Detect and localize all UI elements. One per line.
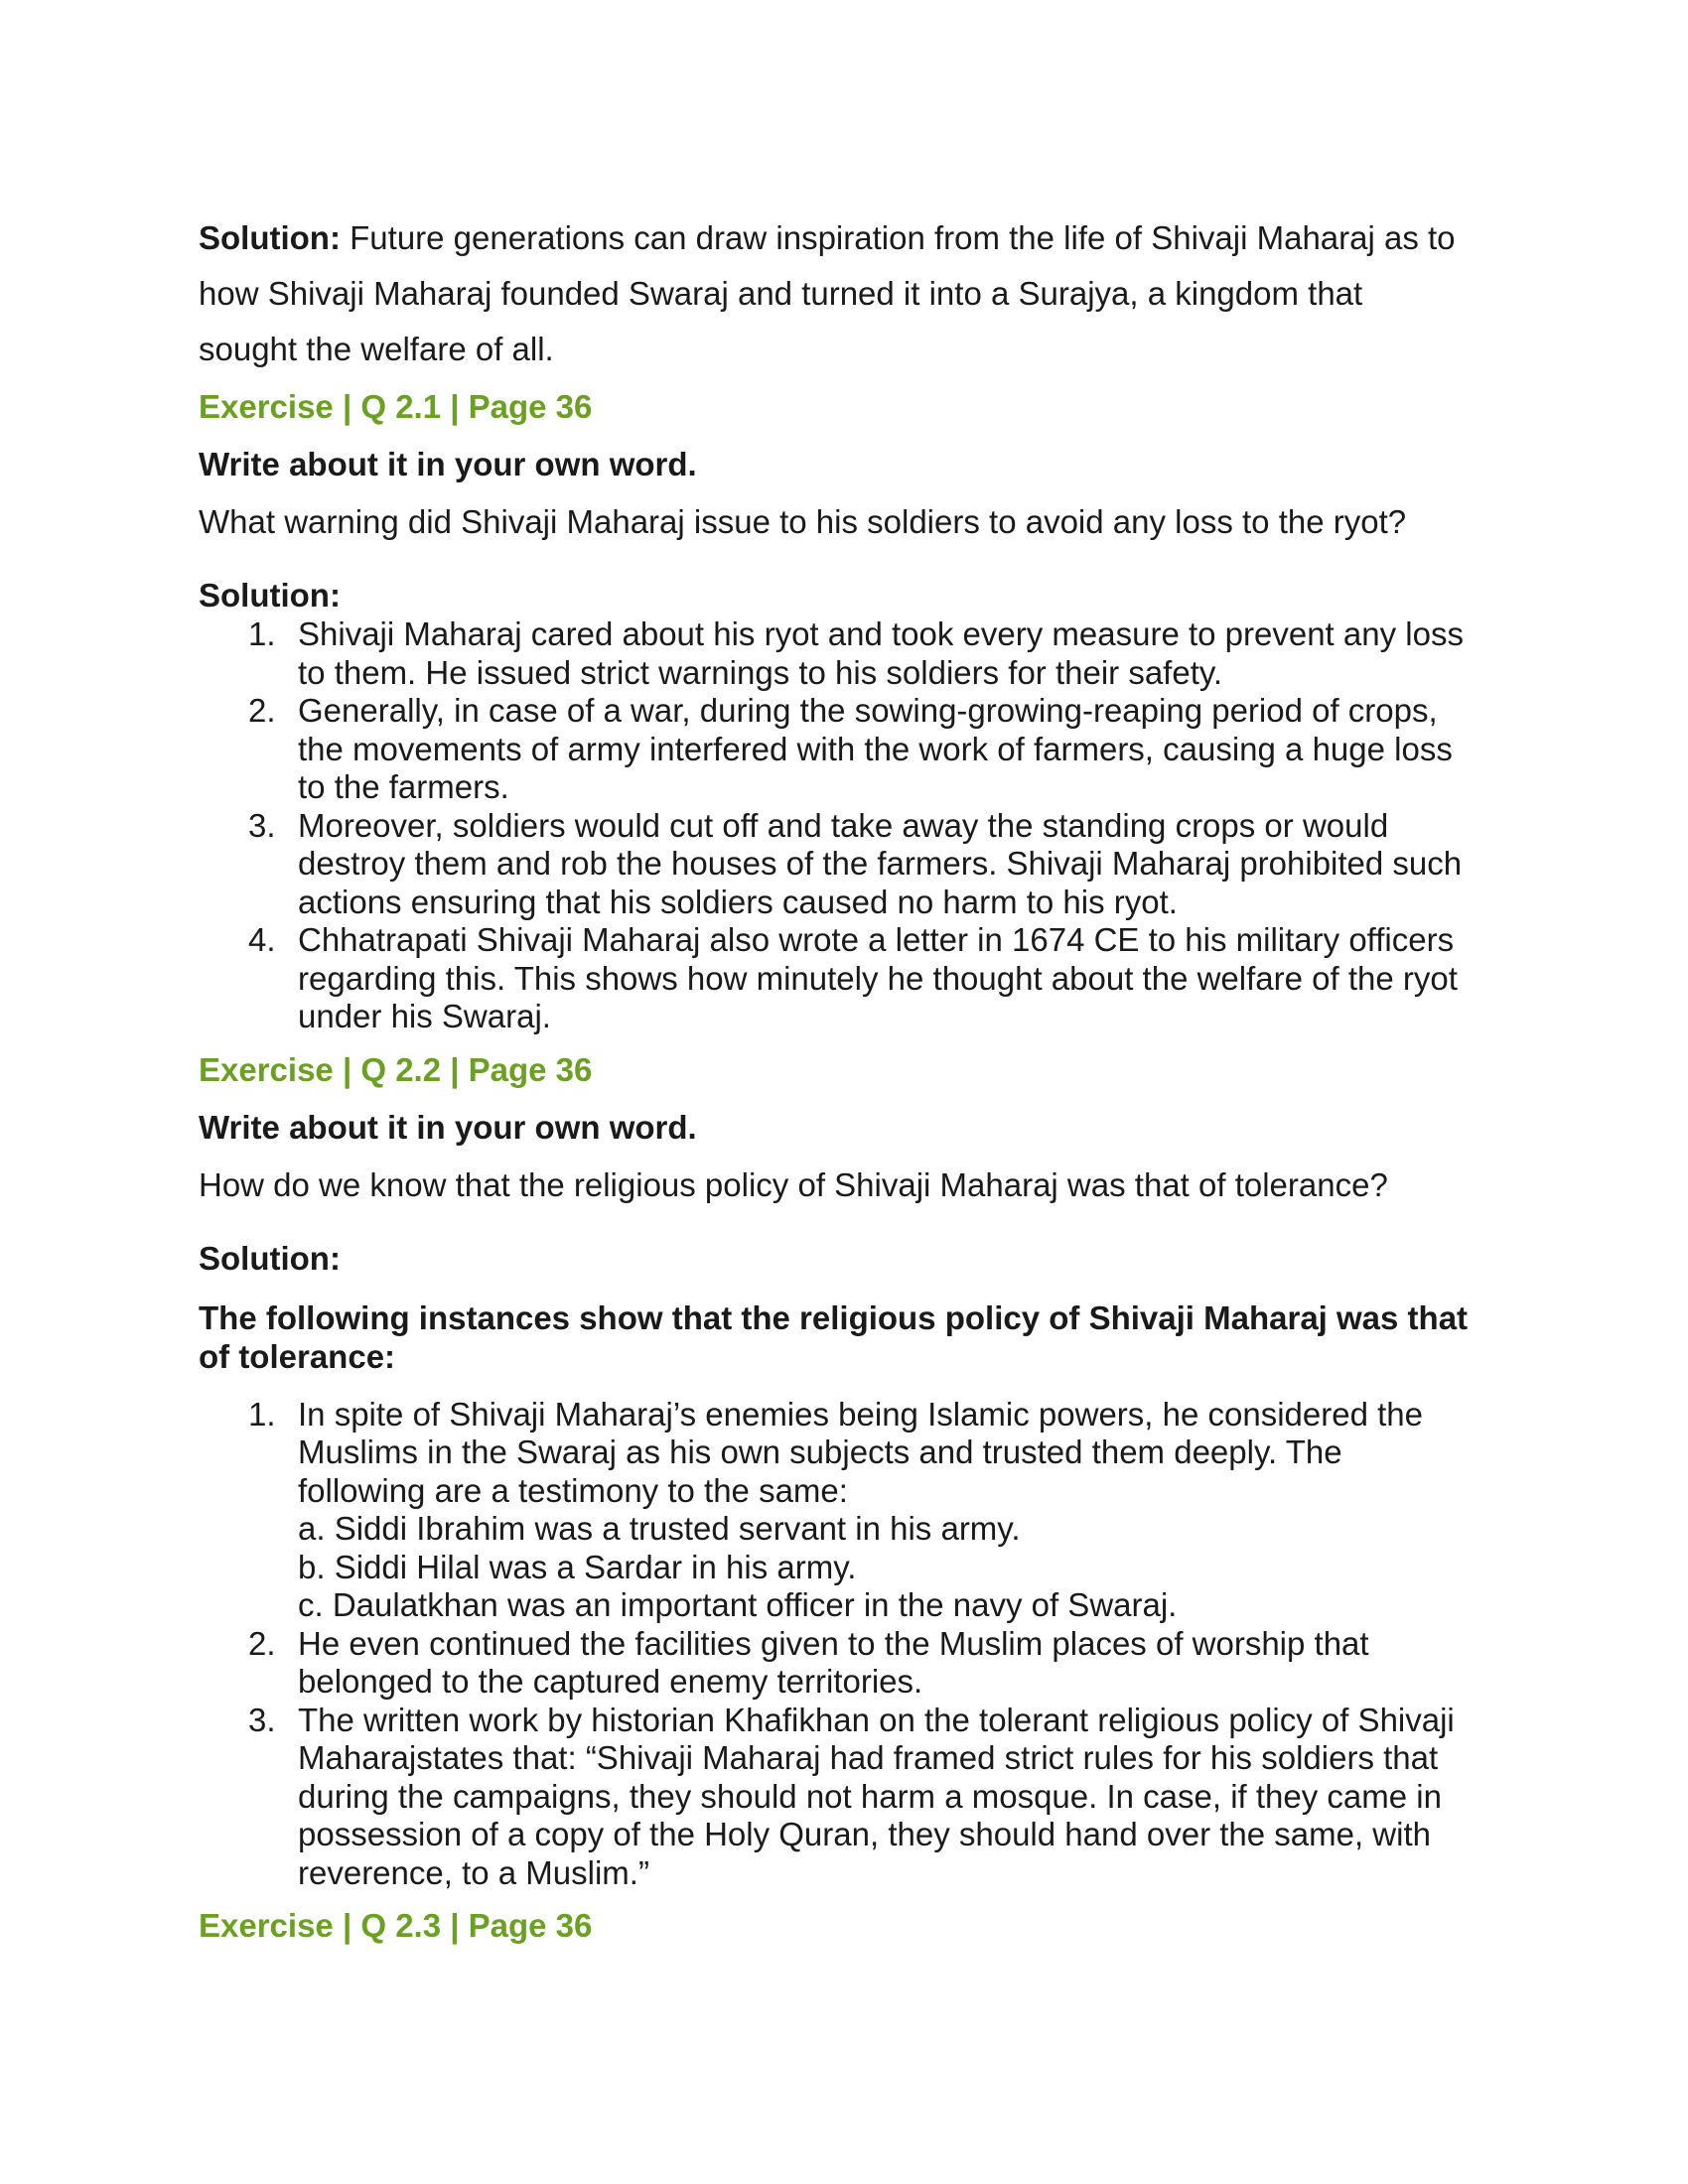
prompt-2-2: Write about it in your own word. — [199, 1108, 697, 1146]
solution-text: Future generations can draw inspiration from the life of Shivaji Maharaj as to how Shivaji Maharaj founded Swaraj and turned it into a Surajya, a kingdom that sought the welfare of all. — [199, 219, 1456, 367]
list-item: 1. Shivaji Maharaj cared about his ryot and took every measure to prevent any loss to them. He issued strict warnings to his soldiers for their safety. — [248, 615, 1464, 691]
list-item: 3. Moreover, soldiers would cut off and take away the standing crops or would destroy them and rob the houses of the farmers. Shivaji Maharaj prohibited such actions ensuring that his soldiers caused no harm to his ryot. — [248, 806, 1463, 920]
intro-solution — [199, 210, 1470, 377]
list-item: 4. Chhatrapati Shivaji Maharaj also wrote a letter in 1674 CE to his military officers regarding this. This shows how minutely he thought about the welfare of the ryot under his Swaraj. — [248, 921, 1458, 1034]
solution-label-2-1: Solution: — [199, 577, 341, 614]
exercise-heading-2-3: Exercise | Q 2.3 | Page 36 — [199, 1907, 593, 1944]
prompt-2-1: Write about it in your own word. — [199, 446, 697, 482]
list-item: 1. In spite of Shivaji Maharaj’s enemies being Islamic powers, he considered the Muslims in the Swaraj as his own subjects and trusted them deeply. The following are a testimony to the same: a. Siddi Ibrahim was a trusted servant in his army. b. Siddi Hilal was a Sardar in his army. c. Daulatkhan was an important officer in the navy of Swaraj. — [199, 1396, 1470, 1625]
tolerance-intro: The following instances show that the religious policy of Shivaji Maharaj was that of tolerance: — [199, 1298, 1469, 1375]
sub-item: c. Daulatkhan was an important officer in the navy of Swaraj. — [298, 1586, 1178, 1623]
list-item: 3. The written work by historian Khafikhan on the tolerant religious policy of Shivaji Maharajstates that: “Shivaji Maharaj had framed strict rules for his soldiers that during the campaigns, they should not harm a mosque. In case, if they came in possession of a copy of the Holy Quran, they should hand over the same, with reverence, to a Muslim.” — [248, 1701, 1455, 1891]
solution-list-2-1 — [199, 615, 1470, 1036]
question-2-1: What warning did Shivaji Maharaj issue to his soldiers to avoid any loss to the ryot? — [199, 503, 1407, 540]
list-item: 2. Generally, in case of a war, during the sowing-growing-reaping period of crops, the movements of army interfered with the work of farmers, causing a huge loss to the farmers. — [248, 692, 1453, 805]
solution-label: Solution: — [199, 219, 341, 256]
list-item: 2. He even continued the facilities given to the Muslim places of worship that belonged to the captured enemy territories. — [248, 1624, 1369, 1700]
sub-item: b. Siddi Hilal was a Sardar in his army. — [298, 1548, 857, 1585]
solution-list-2-2 — [199, 1396, 1470, 1893]
sub-item: a. Siddi Ibrahim was a trusted servant in his army. — [298, 1510, 1021, 1547]
solution-label-2-2: Solution: — [199, 1239, 341, 1277]
exercise-heading-2-1: Exercise | Q 2.1 | Page 36 — [199, 388, 593, 425]
question-2-2: How do we know that the religious policy of Shivaji Maharaj was that of tolerance? — [199, 1165, 1388, 1203]
exercise-heading-2-2: Exercise | Q 2.2 | Page 36 — [199, 1050, 593, 1088]
